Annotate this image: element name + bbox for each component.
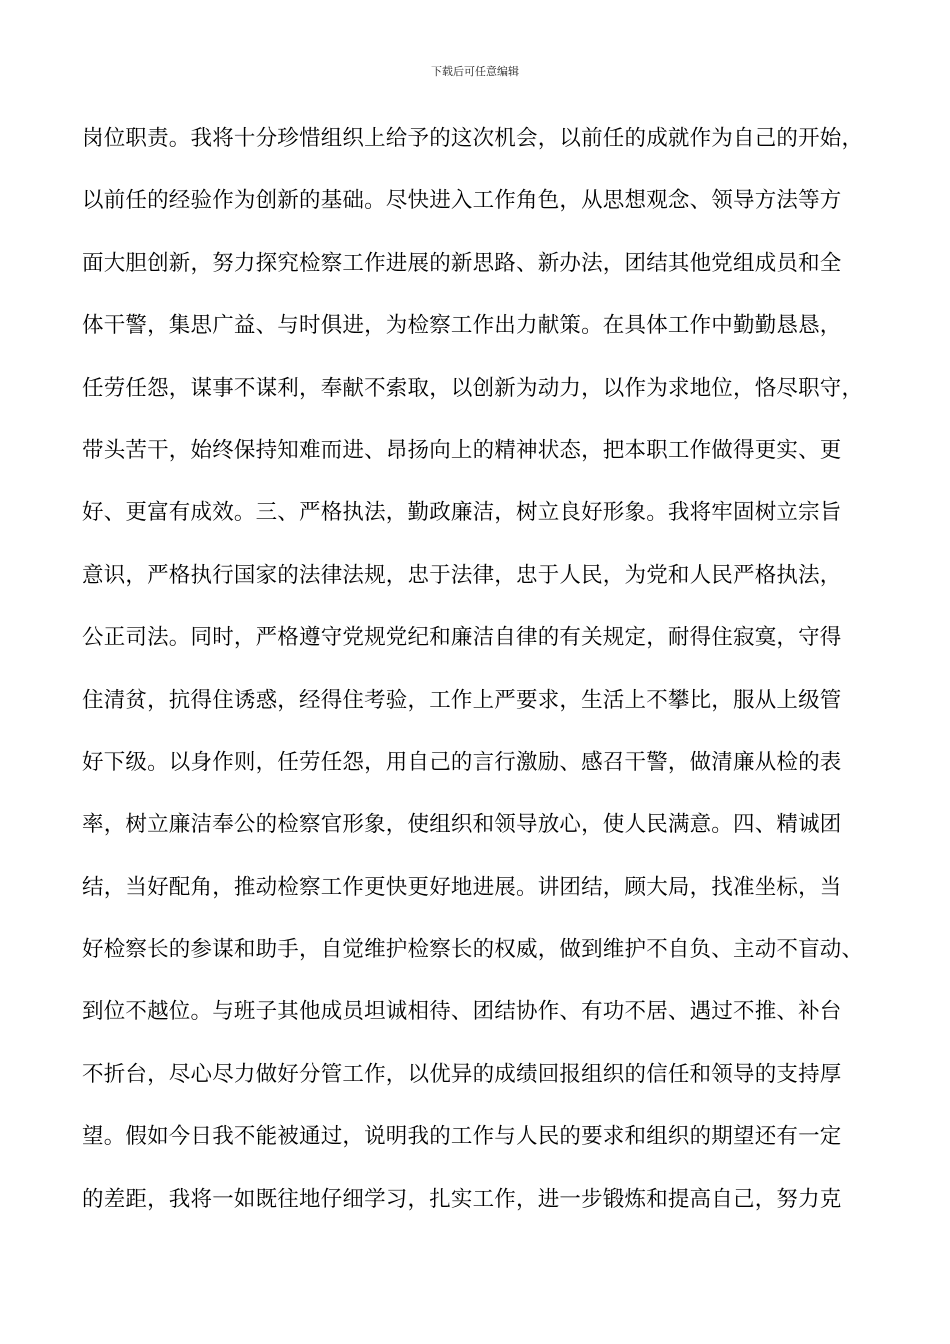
text-line: 望。假如今日我不能被通过，说明我的工作与人民的要求和组织的期望还有一定 <box>82 1124 842 1150</box>
text-line: 结，当好配角，推动检察工作更快更好地进展。讲团结，顾大局，找准坐标，当 <box>82 874 842 900</box>
text-line: 的差距，我将一如既往地仔细学习，扎实工作，进一步锻炼和提高自己，努力克 <box>82 1186 842 1212</box>
text-line: 住清贫，抗得住诱惑，经得住考验，工作上严要求，生活上不攀比，服从上级管 <box>82 687 842 713</box>
document-body <box>82 116 882 1239</box>
text-line: 岗位职责。我将十分珍惜组织上给予的这次机会，以前任的成就作为自己的开始， <box>82 126 864 151</box>
text-line: 好下级。以身作则，任劳任怨，用自己的言行激励、感召干警，做清廉从检的表 <box>82 749 842 775</box>
text-line: 带头苦干，始终保持知难而进、昂扬向上的精神状态，把本职工作做得更实、更 <box>82 437 842 463</box>
text-line: 率，树立廉洁奉公的检察官形象，使组织和领导放心，使人民满意。四、精诚团 <box>82 812 842 838</box>
page-header: 下载后可任意编辑 <box>431 65 519 78</box>
text-line: 体干警，集思广益、与时俱进，为检察工作出力献策。在具体工作中勤勤恳恳， <box>82 313 842 339</box>
text-line: 不折台，尽心尽力做好分管工作，以优异的成绩回报组织的信任和领导的支持厚 <box>82 1061 842 1087</box>
text-line: 到位不越位。与班子其他成员坦诚相待、团结协作、有功不居、遇过不推、补台 <box>82 999 842 1025</box>
text-line: 以前任的经验作为创新的基础。尽快进入工作角色，从思想观念、领导方法等方 <box>82 188 842 214</box>
text-line: 好检察长的参谋和助手，自觉维护检察长的权威，做到维护不自负、主动不盲动、 <box>82 937 864 963</box>
text-line: 意识，严格执行国家的法律法规，忠于法律，忠于人民，为党和人民严格执法， <box>82 562 842 588</box>
text-line: 面大胆创新，努力探究检察工作进展的新思路、新办法，团结其他党组成员和全 <box>82 250 842 276</box>
text-line: 公正司法。同时，严格遵守党规党纪和廉洁自律的有关规定，耐得住寂寞，守得 <box>82 625 842 651</box>
text-line: 好、更富有成效。三、严格执法，勤政廉洁，树立良好形象。我将牢固树立宗旨 <box>82 500 842 526</box>
text-line: 任劳任怨，谋事不谋利，奉献不索取，以创新为动力，以作为求地位，恪尽职守， <box>82 375 864 401</box>
